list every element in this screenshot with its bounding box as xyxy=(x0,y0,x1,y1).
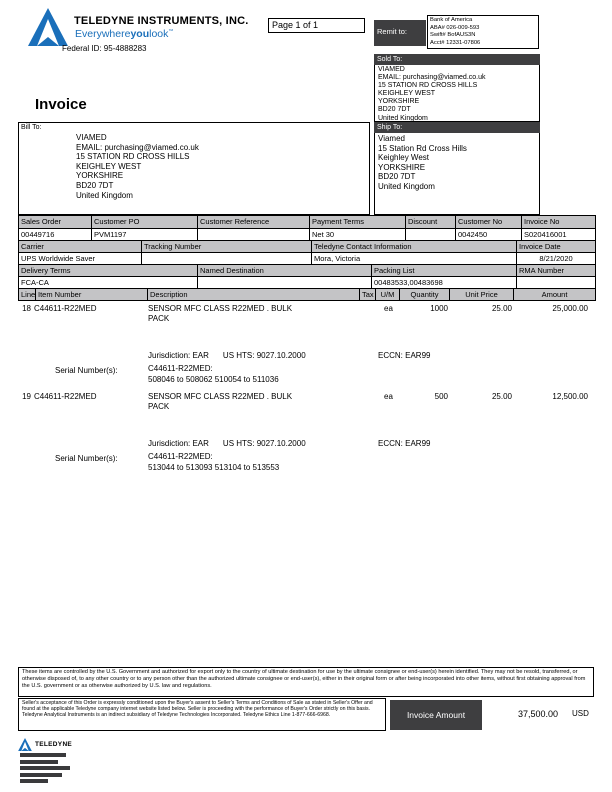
item-number: C44611-R22MED xyxy=(34,304,97,313)
tagline-part3: look xyxy=(149,28,169,40)
item-export-info xyxy=(148,439,306,448)
bill-to-line: United Kingdom xyxy=(76,190,133,200)
line-col-header: Line xyxy=(21,290,35,299)
named-destination-header: Named Destination xyxy=(197,264,371,276)
export-control-notice: These items are controlled by the U.S. Government and authorized for export only to the country of ultimate destination for use by the ultimate consignee or end-user(s) herein identified. They may not be resold, transferred, or otherwise disposed of, to any other country or to any person other than the authorized ultimate consignee or end-user(s), either in their original form or after being incorporated into other items, without first obtaining approval from the U.S. government or as otherwise authorized by U.S. law and regulations. xyxy=(18,667,594,697)
ship-to-line: BD20 7DT xyxy=(378,172,416,181)
packing-list-header: Packing List xyxy=(371,264,516,276)
unit-price-col-header: Unit Price xyxy=(449,288,513,300)
bill-to-line: VIAMED xyxy=(76,133,107,142)
item-description-line2: PACK xyxy=(148,401,170,411)
item-number-col-header: Item Number xyxy=(35,288,147,300)
discount-header: Discount xyxy=(405,216,455,228)
item-export-info xyxy=(148,351,306,360)
invoice-info-table xyxy=(18,215,596,301)
footer-address-line xyxy=(20,760,58,764)
sold-to-line: YORKSHIRE xyxy=(378,98,420,106)
bill-to-label: Bill To: xyxy=(21,124,42,131)
ship-to-address xyxy=(374,133,540,215)
item-description xyxy=(148,392,300,411)
invoice-no-header: Invoice No xyxy=(521,216,595,228)
info-header-row-3 xyxy=(19,264,595,276)
item-unit-price: 25.00 xyxy=(491,392,512,401)
info-header-row-1 xyxy=(19,216,595,228)
customer-reference-header: Customer Reference xyxy=(197,216,309,228)
invoice-currency: USD xyxy=(572,709,589,718)
invoice-amount-label: Invoice Amount xyxy=(390,700,482,730)
tagline-part2: you xyxy=(130,28,150,40)
description-col-header: Description xyxy=(147,288,359,300)
invoice-date-value: 8/21/2020 xyxy=(516,252,595,264)
info-value-row-1 xyxy=(19,228,595,240)
item-unit-price: 25.00 xyxy=(491,304,512,313)
footer-brand-name: TELEDYNE xyxy=(35,741,73,748)
company-tagline xyxy=(75,28,173,40)
customer-reference-value xyxy=(197,228,309,240)
remit-bank-name: Bank of America xyxy=(430,17,473,23)
item-uom: ea xyxy=(384,304,393,313)
carrier-value: UPS Worldwide Saver xyxy=(19,252,141,264)
item-description-line1: SENSOR MFC CLASS R22MED . BULK xyxy=(148,392,293,401)
customer-no-header: Customer No xyxy=(455,216,521,228)
discount-value xyxy=(405,228,455,240)
named-destination-value xyxy=(197,276,371,288)
ship-to-line: Viamed xyxy=(378,134,405,143)
rma-number-header: RMA Number xyxy=(516,264,595,276)
rma-number-value xyxy=(516,276,595,288)
federal-id: Federal ID: 95-4888283 xyxy=(62,44,147,53)
line-number: 19 xyxy=(22,392,31,401)
us-hts-text: US HTS: 9027.10.2000 xyxy=(222,351,306,360)
customer-po-header: Customer PO xyxy=(91,216,197,228)
item-number: C44611-R22MED xyxy=(34,392,97,401)
tracking-number-value xyxy=(141,252,311,264)
remit-account: Acct# 12331-07806 xyxy=(430,39,481,46)
delivery-terms-value: FCA-CA xyxy=(19,276,197,288)
info-header-row-2 xyxy=(19,240,595,252)
page-title: Invoice xyxy=(35,96,87,113)
page-number-box: Page 1 of 1 xyxy=(268,18,365,33)
packing-list-value: 00483533,00483698 xyxy=(371,276,516,288)
bill-to-line: KEIGHLEY WEST xyxy=(76,161,142,171)
remit-aba: ABA# 026-009-593 xyxy=(430,24,480,31)
tax-col-header: Tax xyxy=(359,288,375,300)
carrier-header: Carrier xyxy=(19,240,141,252)
customer-no-value: 0042450 xyxy=(455,228,521,240)
ship-to-line: Keighley West xyxy=(378,153,429,162)
invoice-date-header: Invoice Date xyxy=(516,240,595,252)
jurisdiction-text: Jurisdiction: EAR xyxy=(148,351,209,360)
tracking-number-header: Tracking Number xyxy=(141,240,311,252)
sold-to-line: EMAIL: purchasing@viamed.co.uk xyxy=(378,74,486,82)
remit-swift: Swift# BofAUS3N xyxy=(430,32,476,39)
item-description-line1: SENSOR MFC CLASS R22MED . BULK xyxy=(148,304,293,313)
line-item-row-18 xyxy=(18,304,594,392)
sold-to-line: 15 STATION RD CROSS HILLS xyxy=(378,82,478,90)
item-amount: 12,500.00 xyxy=(552,392,588,401)
trademark-symbol: ™ xyxy=(168,28,174,35)
ship-to-section xyxy=(374,122,540,215)
uom-col-header: U/M xyxy=(375,288,399,300)
item-eccn: ECCN: EAR99 xyxy=(378,439,431,448)
item-description xyxy=(148,304,300,323)
sold-to-label: Sold To: xyxy=(374,54,540,65)
line-item-row-19 xyxy=(18,392,594,480)
ship-to-label: Ship To: xyxy=(374,122,540,133)
serial-part-number: C44611-R22MED: xyxy=(148,364,213,373)
sold-to-line: VIAMED xyxy=(378,66,405,73)
tagline-part1: Everywhere xyxy=(75,28,131,40)
item-description-line2: PACK xyxy=(148,313,170,323)
item-quantity: 500 xyxy=(434,392,448,401)
serial-part-number: C44611-R22MED: xyxy=(148,452,213,461)
bill-to-line: EMAIL: purchasing@viamed.co.uk xyxy=(76,142,199,152)
payment-terms-header: Payment Terms xyxy=(309,216,405,228)
line-items-body xyxy=(18,301,594,668)
sold-to-line: BD20 7DT xyxy=(378,106,411,114)
bill-to-address xyxy=(76,133,199,200)
ship-to-line: YORKSHIRE xyxy=(378,162,426,172)
invoice-amount-value: 37,500.00 xyxy=(517,709,558,719)
footer-address-line xyxy=(20,766,70,770)
item-quantity: 1000 xyxy=(430,304,448,313)
contact-information-header: Teledyne Contact Information xyxy=(311,240,516,252)
footer-address-line xyxy=(20,753,66,757)
serial-range: 513044 to 513093 513104 to 513553 xyxy=(148,463,280,472)
sales-order-value: 00449716 xyxy=(19,228,91,240)
serial-range: 508046 to 508062 510054 to 511036 xyxy=(148,375,279,384)
ship-to-line: 15 Station Rd Cross Hills xyxy=(378,143,467,153)
bill-to-line: 15 STATION RD CROSS HILLS xyxy=(76,152,190,162)
bill-to-line: YORKSHIRE xyxy=(76,171,124,181)
remit-bank-details xyxy=(427,15,539,49)
ship-to-line: United Kingdom xyxy=(378,181,435,191)
footer-address-illegible xyxy=(20,753,70,786)
company-name: TELEDYNE INSTRUMENTS, INC. xyxy=(74,15,249,27)
bill-to-line: BD20 7DT xyxy=(76,180,114,190)
remit-to-label: Remit to: xyxy=(374,20,426,46)
line-items-header-row xyxy=(19,288,595,300)
quantity-col-header: Quantity xyxy=(399,288,449,300)
info-value-row-2 xyxy=(19,252,595,264)
sales-order-header: Sales Order xyxy=(21,217,62,226)
info-value-row-3 xyxy=(19,276,595,288)
line-number: 18 xyxy=(22,304,31,313)
item-eccn: ECCN: EAR99 xyxy=(378,351,431,360)
serial-numbers-label: Serial Number(s): xyxy=(55,366,118,375)
terms-and-conditions-notice: Seller's acceptance of this Order is expressly conditioned upon the Buyer's assent to Seller's Terms and Conditions of Sale as stated in Seller's Offer and found at the applicable Teledyne company internet website listed below. Seller is proceeding with the performance of Buyer's Order strictly on this basis. Teledyne Analytical Instruments is an indirect subsidiary of Teledyne Technologies Incorporated. Teledyne Ethics Line 1-877-666-6968. xyxy=(18,698,386,731)
amount-col-header: Amount xyxy=(513,288,595,300)
sold-to-line: United Kingdom xyxy=(378,114,428,122)
sold-to-section xyxy=(374,54,540,122)
serial-numbers-label: Serial Number(s): xyxy=(55,454,118,463)
delivery-terms-header: Delivery Terms xyxy=(19,264,197,276)
jurisdiction-text: Jurisdiction: EAR xyxy=(148,439,209,448)
customer-po-value: PVM1197 xyxy=(91,228,197,240)
payment-terms-value: Net 30 xyxy=(309,228,405,240)
contact-information-value: Mora, Victoria xyxy=(311,252,516,264)
sold-to-line: KEIGHLEY WEST xyxy=(378,90,436,98)
invoice-no-value: S020416001 xyxy=(521,228,595,240)
item-amount: 25,000.00 xyxy=(552,304,588,313)
bill-to-section xyxy=(18,122,370,215)
item-uom: ea xyxy=(384,392,393,401)
footer-address-line xyxy=(20,779,48,783)
us-hts-text: US HTS: 9027.10.2000 xyxy=(222,439,306,448)
sold-to-address xyxy=(374,65,540,122)
footer-address-line xyxy=(20,773,62,777)
